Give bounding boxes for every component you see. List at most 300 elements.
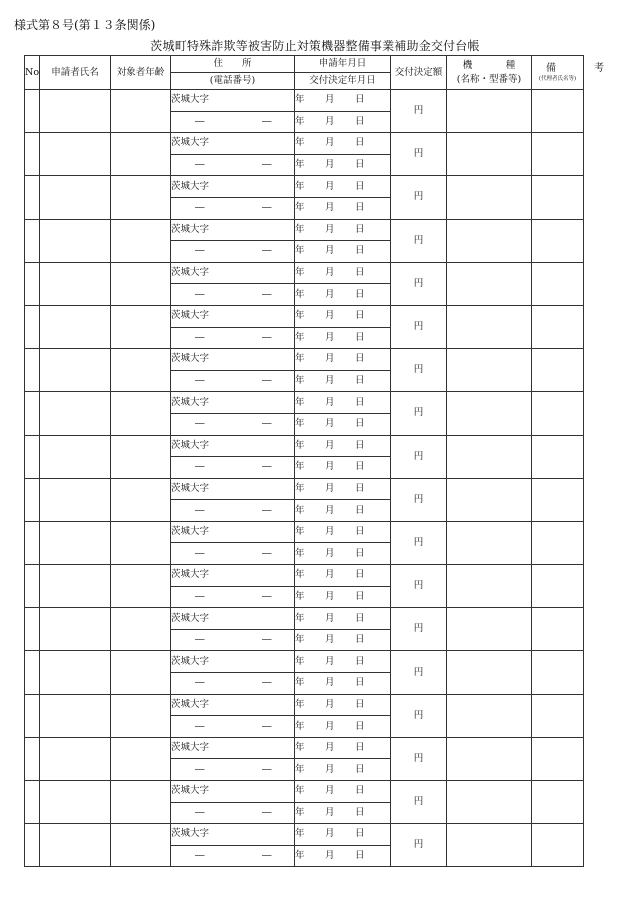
application-date-cell[interactable] [295,305,391,327]
target-age-cell[interactable] [111,521,171,564]
header-device [447,56,532,90]
grant-amount-cell[interactable]: 円 [391,262,447,305]
date-day-label: 日 [355,590,365,602]
decision-date-cell[interactable] [295,413,391,435]
table-row [25,478,584,500]
table-row [25,176,584,198]
date-month-label: 月 [325,806,335,818]
target-age-cell[interactable] [111,737,171,780]
remarks-cell[interactable] [532,521,584,564]
date-day-label: 日 [355,94,365,106]
date-year-label: 年 [295,375,305,387]
table-row [25,651,584,673]
date-day-label: 日 [355,375,365,387]
remarks-cell[interactable] [532,824,584,867]
date-month-label: 月 [325,634,335,646]
grant-amount-cell[interactable]: 円 [391,305,447,348]
remarks-cell[interactable] [532,133,584,176]
table-row [25,392,584,414]
application-date-cell[interactable] [295,824,391,846]
date-year-label: 年 [295,180,305,192]
decision-date-cell[interactable] [295,845,391,867]
grant-amount-cell[interactable]: 円 [391,608,447,651]
application-date-cell[interactable] [295,781,391,803]
grant-amount-cell[interactable]: 円 [391,133,447,176]
applicant-name-cell[interactable] [40,435,111,478]
applicant-name-cell[interactable] [40,521,111,564]
table-row [25,694,584,716]
decision-date-cell[interactable] [295,500,391,522]
row-no-cell[interactable] [25,737,40,780]
date-day-label: 日 [355,677,365,689]
date-day-label: 日 [355,850,365,862]
grant-amount-cell[interactable]: 円 [391,219,447,262]
decision-date-cell[interactable] [295,284,391,306]
row-no-cell[interactable] [25,392,40,435]
row-no-cell[interactable] [25,694,40,737]
address-cell[interactable]: 茨城大字 [171,262,295,284]
date-month-label: 月 [325,288,335,300]
target-age-cell[interactable] [111,694,171,737]
date-year-label: 年 [295,504,305,516]
header-remarks-detail: (代理者氏名等) [538,76,577,82]
target-age-cell[interactable] [111,392,171,435]
date-day-label: 日 [355,159,365,171]
date-month-label: 月 [325,763,335,775]
table-row [25,737,584,759]
row-no-cell[interactable] [25,478,40,521]
grant-amount-cell[interactable]: 円 [391,90,447,133]
table-row [25,262,584,284]
address-cell[interactable]: 茨城大字 [171,435,295,457]
device-cell[interactable] [447,608,532,651]
applicant-name-cell[interactable] [40,781,111,824]
target-age-cell[interactable] [111,262,171,305]
target-age-cell[interactable] [111,651,171,694]
application-date-cell[interactable] [295,565,391,587]
decision-date-cell[interactable] [295,457,391,479]
form-number: 様式第８号(第１３条関係) [14,18,156,32]
decision-date-cell[interactable] [295,370,391,392]
grant-amount-cell[interactable]: 円 [391,565,447,608]
remarks-cell[interactable] [532,737,584,780]
date-year-label: 年 [295,461,305,473]
application-date-cell[interactable] [295,521,391,543]
date-day-label: 日 [355,353,365,365]
phone-cell[interactable]: ― ― [171,413,295,435]
date-year-label: 年 [295,828,305,840]
date-year-label: 年 [295,310,305,322]
date-day-label: 日 [355,612,365,624]
address-cell[interactable]: 茨城大字 [171,349,295,371]
device-cell[interactable] [447,521,532,564]
date-year-label: 年 [295,850,305,862]
decision-date-cell[interactable] [295,629,391,651]
header-decision-date: 交付決定年月日 [295,73,391,90]
date-day-label: 日 [355,223,365,235]
target-age-cell[interactable] [111,219,171,262]
date-day-label: 日 [355,526,365,538]
date-year-label: 年 [295,202,305,214]
header-device-detail: (名称・型番等) [456,73,522,85]
date-day-label: 日 [355,655,365,667]
applicant-name-cell[interactable] [40,478,111,521]
header-remarks [532,56,618,90]
applicant-name-cell[interactable] [40,565,111,608]
date-day-label: 日 [355,806,365,818]
decision-date-cell[interactable] [295,759,391,781]
device-cell[interactable] [447,349,532,392]
table-row [25,565,584,587]
date-day-label: 日 [355,742,365,754]
application-date-cell[interactable] [295,90,391,112]
date-day-label: 日 [355,418,365,430]
address-cell[interactable]: 茨城大字 [171,824,295,846]
remarks-cell[interactable] [532,90,584,133]
date-year-label: 年 [295,245,305,257]
application-date-cell[interactable] [295,176,391,198]
date-year-label: 年 [295,159,305,171]
date-year-label: 年 [295,288,305,300]
application-date-cell[interactable] [295,608,391,630]
date-year-label: 年 [295,223,305,235]
address-cell[interactable]: 茨城大字 [171,737,295,759]
address-cell[interactable]: 茨城大字 [171,90,295,112]
application-date-cell[interactable] [295,262,391,284]
grant-ledger-table [24,55,618,867]
grant-amount-cell[interactable]: 円 [391,176,447,219]
header-device-label: 機 種 [462,59,528,71]
application-date-cell[interactable] [295,349,391,371]
row-no-cell[interactable] [25,565,40,608]
date-month-label: 月 [325,569,335,581]
phone-cell[interactable]: ― ― [171,586,295,608]
decision-date-cell[interactable] [295,111,391,133]
date-month-label: 月 [325,202,335,214]
grant-amount-cell[interactable]: 円 [391,824,447,867]
target-age-cell[interactable] [111,565,171,608]
date-year-label: 年 [295,785,305,797]
table-row [25,349,584,371]
phone-cell[interactable]: ― ― [171,629,295,651]
row-no-cell[interactable] [25,651,40,694]
applicant-name-cell[interactable] [40,694,111,737]
header-address: 住 所 [171,56,295,73]
date-year-label: 年 [295,439,305,451]
target-age-cell[interactable] [111,608,171,651]
grant-amount-cell[interactable]: 円 [391,521,447,564]
date-year-label: 年 [295,137,305,149]
phone-cell[interactable]: ― ― [171,543,295,565]
row-no-cell[interactable] [25,349,40,392]
applicant-name-cell[interactable] [40,392,111,435]
date-year-label: 年 [295,396,305,408]
address-cell[interactable]: 茨城大字 [171,176,295,198]
phone-cell[interactable]: ― ― [171,802,295,824]
device-cell[interactable] [447,694,532,737]
phone-cell[interactable]: ― ― [171,673,295,695]
target-age-cell[interactable] [111,781,171,824]
phone-cell[interactable]: ― ― [171,500,295,522]
applicant-name-cell[interactable] [40,608,111,651]
phone-cell[interactable]: ― ― [171,241,295,263]
date-year-label: 年 [295,526,305,538]
device-cell[interactable] [447,392,532,435]
device-cell[interactable] [447,133,532,176]
date-month-label: 月 [325,828,335,840]
date-year-label: 年 [295,569,305,581]
phone-cell[interactable]: ― ― [171,111,295,133]
date-month-label: 月 [325,267,335,279]
grant-amount-cell[interactable]: 円 [391,694,447,737]
phone-cell[interactable]: ― ― [171,370,295,392]
date-month-label: 月 [325,245,335,257]
address-cell[interactable]: 茨城大字 [171,521,295,543]
table-row [25,824,584,846]
date-year-label: 年 [295,267,305,279]
date-month-label: 月 [325,547,335,559]
target-age-cell[interactable] [111,824,171,867]
address-cell[interactable]: 茨城大字 [171,133,295,155]
device-cell[interactable] [447,781,532,824]
date-month-label: 月 [325,115,335,127]
address-cell[interactable]: 茨城大字 [171,219,295,241]
target-age-cell[interactable] [111,478,171,521]
date-month-label: 月 [325,331,335,343]
date-year-label: 年 [295,353,305,365]
address-cell[interactable]: 茨城大字 [171,478,295,500]
decision-date-cell[interactable] [295,802,391,824]
target-age-cell[interactable] [111,305,171,348]
date-month-label: 月 [325,526,335,538]
date-month-label: 月 [325,461,335,473]
phone-cell[interactable]: ― ― [171,327,295,349]
address-cell[interactable]: 茨城大字 [171,651,295,673]
row-no-cell[interactable] [25,608,40,651]
applicant-name-cell[interactable] [40,90,111,133]
date-month-label: 月 [325,375,335,387]
address-cell[interactable]: 茨城大字 [171,305,295,327]
date-month-label: 月 [325,785,335,797]
applicant-name-cell[interactable] [40,349,111,392]
table-row [25,781,584,803]
table-row [25,133,584,155]
date-year-label: 年 [295,612,305,624]
row-no-cell[interactable] [25,133,40,176]
row-no-cell[interactable] [25,305,40,348]
application-date-cell[interactable] [295,133,391,155]
applicant-name-cell[interactable] [40,176,111,219]
phone-cell[interactable]: ― ― [171,197,295,219]
date-month-label: 月 [325,310,335,322]
remarks-cell[interactable] [532,694,584,737]
date-day-label: 日 [355,439,365,451]
application-date-cell[interactable] [295,737,391,759]
date-month-label: 月 [325,180,335,192]
remarks-cell[interactable] [532,781,584,824]
phone-cell[interactable]: ― ― [171,845,295,867]
target-age-cell[interactable] [111,435,171,478]
decision-date-cell[interactable] [295,716,391,738]
grant-amount-cell[interactable]: 円 [391,781,447,824]
device-cell[interactable] [447,305,532,348]
date-day-label: 日 [355,115,365,127]
date-month-label: 月 [325,482,335,494]
row-no-cell[interactable] [25,521,40,564]
decision-date-cell[interactable] [295,673,391,695]
grant-amount-cell[interactable]: 円 [391,651,447,694]
target-age-cell[interactable] [111,90,171,133]
application-date-cell[interactable] [295,392,391,414]
device-cell[interactable] [447,262,532,305]
date-day-label: 日 [355,828,365,840]
row-no-cell[interactable] [25,219,40,262]
address-cell[interactable]: 茨城大字 [171,565,295,587]
date-year-label: 年 [295,742,305,754]
date-year-label: 年 [295,763,305,775]
table-row [25,435,584,457]
target-age-cell[interactable] [111,176,171,219]
address-cell[interactable]: 茨城大字 [171,781,295,803]
grant-amount-cell[interactable]: 円 [391,349,447,392]
device-cell[interactable] [447,90,532,133]
remarks-cell[interactable] [532,349,584,392]
application-date-cell[interactable] [295,478,391,500]
row-no-cell[interactable] [25,435,40,478]
date-day-label: 日 [355,267,365,279]
application-date-cell[interactable] [295,694,391,716]
date-day-label: 日 [355,288,365,300]
table-body [25,90,584,867]
applicant-name-cell[interactable] [40,305,111,348]
remarks-cell[interactable] [532,565,584,608]
row-no-cell[interactable] [25,90,40,133]
date-month-label: 月 [325,504,335,516]
remarks-cell[interactable] [532,262,584,305]
date-month-label: 月 [325,677,335,689]
phone-cell[interactable]: ― ― [171,457,295,479]
applicant-name-cell[interactable] [40,651,111,694]
application-date-cell[interactable] [295,651,391,673]
phone-cell[interactable]: ― ― [171,759,295,781]
date-year-label: 年 [295,94,305,106]
date-month-label: 月 [325,223,335,235]
target-age-cell[interactable] [111,349,171,392]
date-month-label: 月 [325,698,335,710]
date-month-label: 月 [325,159,335,171]
device-cell[interactable] [447,435,532,478]
target-age-cell[interactable] [111,133,171,176]
header-target-age: 対象者年齢 [111,56,171,90]
table-row [25,219,584,241]
phone-cell[interactable]: ― ― [171,154,295,176]
grant-amount-cell[interactable]: 円 [391,435,447,478]
device-cell[interactable] [447,565,532,608]
decision-date-cell[interactable] [295,586,391,608]
phone-cell[interactable]: ― ― [171,716,295,738]
row-no-cell[interactable] [25,824,40,867]
device-cell[interactable] [447,737,532,780]
date-month-label: 月 [325,418,335,430]
row-no-cell[interactable] [25,262,40,305]
remarks-cell[interactable] [532,651,584,694]
table-header [25,56,618,90]
remarks-cell[interactable] [532,392,584,435]
date-year-label: 年 [295,677,305,689]
row-no-cell[interactable] [25,176,40,219]
date-month-label: 月 [325,590,335,602]
date-month-label: 月 [325,94,335,106]
address-cell[interactable]: 茨城大字 [171,694,295,716]
header-no: No [25,56,40,90]
date-day-label: 日 [355,180,365,192]
device-cell[interactable] [447,478,532,521]
remarks-cell[interactable] [532,305,584,348]
decision-date-cell[interactable] [295,154,391,176]
decision-date-cell[interactable] [295,241,391,263]
page-title: 茨城町特殊詐欺等被害防止対策機器整備事業補助金交付台帳 [150,39,480,53]
phone-cell[interactable]: ― ― [171,284,295,306]
device-cell[interactable] [447,651,532,694]
applicant-name-cell[interactable] [40,133,111,176]
grant-amount-cell[interactable]: 円 [391,737,447,780]
address-cell[interactable]: 茨城大字 [171,392,295,414]
remarks-cell[interactable] [532,608,584,651]
applicant-name-cell[interactable] [40,737,111,780]
remarks-cell[interactable] [532,478,584,521]
date-month-label: 月 [325,655,335,667]
date-day-label: 日 [355,763,365,775]
date-month-label: 月 [325,720,335,732]
application-date-cell[interactable] [295,435,391,457]
date-day-label: 日 [355,461,365,473]
date-year-label: 年 [295,806,305,818]
date-month-label: 月 [325,353,335,365]
decision-date-cell[interactable] [295,327,391,349]
remarks-cell[interactable] [532,435,584,478]
device-cell[interactable] [447,824,532,867]
date-year-label: 年 [295,482,305,494]
date-month-label: 月 [325,612,335,624]
grant-amount-cell[interactable]: 円 [391,478,447,521]
date-year-label: 年 [295,698,305,710]
date-year-label: 年 [295,720,305,732]
date-day-label: 日 [355,698,365,710]
date-day-label: 日 [355,245,365,257]
remarks-cell[interactable] [532,176,584,219]
date-day-label: 日 [355,547,365,559]
date-month-label: 月 [325,396,335,408]
grant-amount-cell[interactable]: 円 [391,392,447,435]
device-cell[interactable] [447,176,532,219]
remarks-cell[interactable] [532,219,584,262]
applicant-name-cell[interactable] [40,824,111,867]
application-date-cell[interactable] [295,219,391,241]
date-month-label: 月 [325,137,335,149]
decision-date-cell[interactable] [295,543,391,565]
date-year-label: 年 [295,634,305,646]
date-year-label: 年 [295,547,305,559]
decision-date-cell[interactable] [295,197,391,219]
date-day-label: 日 [355,720,365,732]
applicant-name-cell[interactable] [40,219,111,262]
header-remarks-label: 備 考 [546,63,618,74]
address-cell[interactable]: 茨城大字 [171,608,295,630]
row-no-cell[interactable] [25,781,40,824]
device-cell[interactable] [447,219,532,262]
applicant-name-cell[interactable] [40,262,111,305]
date-day-label: 日 [355,482,365,494]
